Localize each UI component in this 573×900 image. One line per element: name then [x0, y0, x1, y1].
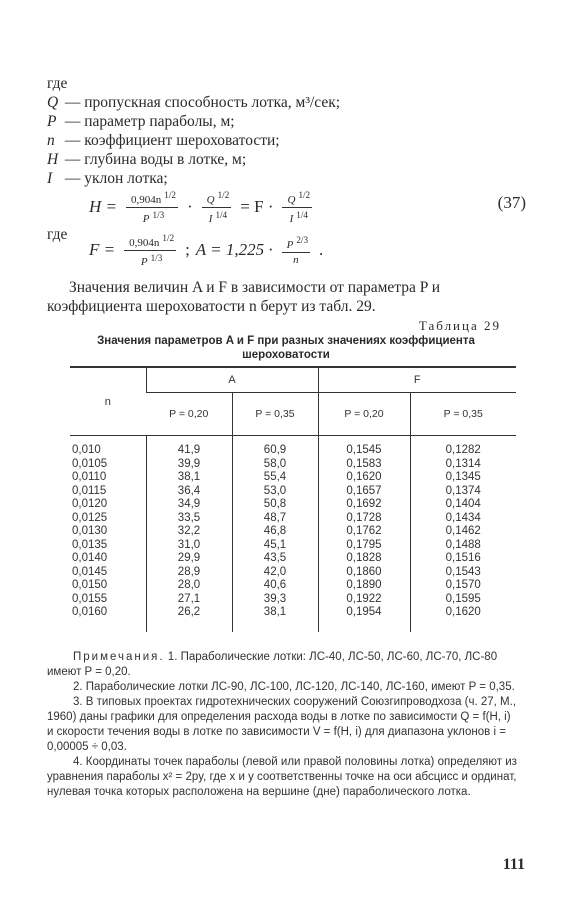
a-numerator-exp: 2/3 — [296, 235, 309, 246]
table-cell: 0,1404 — [410, 498, 516, 512]
table-row — [70, 471, 516, 485]
table-cell: 0,0150 — [72, 579, 108, 591]
f-denominator: P — [140, 256, 148, 269]
i-denominator-exp-2: 1/4 — [296, 209, 308, 220]
table-cell: 39,9 — [146, 458, 232, 472]
var-p: P — [47, 113, 57, 130]
table-cell: 0,0115 — [72, 484, 107, 497]
table-cell: 0,1657 — [318, 485, 410, 499]
table-cell: 50,8 — [232, 498, 318, 512]
table-cell: 0,0110 — [72, 471, 107, 483]
var-h: H — [47, 151, 59, 168]
coef-numerator: 0,904n — [131, 193, 162, 206]
table-cell: 0,0125 — [72, 511, 108, 524]
table-row — [70, 485, 516, 499]
table-row — [70, 579, 516, 593]
f-numerator-exp: 1/2 — [162, 232, 175, 243]
group-header-a: A — [146, 367, 318, 393]
table-cell: 27,1 — [146, 593, 232, 607]
table-cell: 0,1828 — [318, 552, 410, 566]
table-row — [70, 566, 516, 580]
table-cell: 0,0160 — [72, 606, 108, 618]
table-cell: 48,7 — [232, 512, 318, 526]
table-cell: 0,1795 — [318, 539, 410, 553]
sub-header: P = 0,35 — [232, 393, 318, 436]
where-label-2: где — [47, 226, 68, 243]
table-cell: 0,0135 — [72, 538, 108, 551]
table-cell: 0,0120 — [72, 498, 108, 510]
table-row — [70, 552, 516, 566]
formula-37-coef-fraction — [123, 188, 181, 226]
table-cell: 0,1762 — [318, 525, 410, 539]
table-cell: 0,1516 — [410, 552, 516, 566]
table-cell: 0,1462 — [410, 525, 516, 539]
var-n: n — [47, 132, 55, 149]
table-cell: 0,1570 — [410, 579, 516, 593]
table-cell: 34,9 — [146, 498, 232, 512]
table-cell: 0,1692 — [318, 498, 410, 512]
coef-denominator: P — [142, 213, 150, 226]
table-cell: 58,0 — [232, 458, 318, 472]
table-row — [70, 436, 516, 458]
group-header-f: F — [318, 367, 516, 393]
var-q: Q — [47, 94, 59, 111]
formula-end: . — [319, 240, 324, 259]
table-cell: 0,1488 — [410, 539, 516, 553]
table-row — [70, 593, 516, 607]
q-numerator-2: Q — [287, 193, 296, 206]
where-label: где — [47, 75, 68, 92]
table-cell: 0,1890 — [318, 579, 410, 593]
formula-a-lhs: A = 1,225 · — [195, 240, 273, 259]
q-numerator-exp: 1/2 — [217, 189, 230, 200]
table-cell: 32,2 — [146, 525, 232, 539]
formula-f-lhs: F = — [89, 240, 116, 259]
table-caption: Значения параметров A и F при разных значениях коэффициента шероховатости — [97, 335, 475, 361]
definition-q — [47, 93, 340, 112]
definition-n-text: — коэффициент шероховатости; — [64, 132, 280, 149]
note-1-text: 1. Параболические лотки: ЛС-40, ЛС-50, ЛС-60, ЛС-70, ЛС-80 имеют P = 0,20. — [47, 651, 498, 678]
table-body — [70, 436, 516, 632]
q-numerator: Q — [206, 193, 215, 206]
definition-i-text: — уклон лотка; — [64, 170, 168, 187]
table-cell: 28,0 — [146, 579, 232, 593]
definition-q-text: — пропускная способность лотка, м³/сек; — [64, 94, 341, 111]
table-cell: 0,0155 — [72, 592, 108, 605]
table-cell: 60,9 — [232, 436, 318, 458]
coef-numerator-exp: 1/2 — [164, 189, 176, 200]
coef-denominator-exp: 1/3 — [152, 209, 165, 220]
formula-37-dot: · — [186, 197, 193, 216]
table-row — [70, 525, 516, 539]
table-cell: 29,9 — [146, 552, 232, 566]
definition-h-text: — глубина воды в лотке, м; — [64, 151, 247, 168]
i-denominator: I — [208, 213, 213, 226]
sub-header: P = 0,20 — [318, 393, 410, 436]
f-numerator: 0,904n — [129, 236, 160, 249]
definition-h — [47, 150, 340, 169]
page-number: 111 — [502, 856, 525, 873]
table-cell: 28,9 — [146, 566, 232, 580]
table-cell: 0,0105 — [72, 457, 108, 470]
notes-title: Примечания. — [73, 651, 165, 663]
table-cell: 0,1434 — [410, 512, 516, 526]
table-cell: 39,3 — [232, 593, 318, 607]
table-cell: 0,1595 — [410, 593, 516, 607]
table-cell: 0,1620 — [410, 606, 516, 632]
table-cell: 0,1314 — [410, 458, 516, 472]
table-cell: 38,1 — [146, 471, 232, 485]
definition-p-text: — параметр параболы, м; — [64, 113, 235, 130]
var-i: I — [47, 170, 53, 187]
table-cell: 40,6 — [232, 579, 318, 593]
a-denominator: n — [293, 253, 299, 266]
q-numerator-exp-2: 1/2 — [298, 189, 311, 200]
table-cell: 41,9 — [146, 436, 232, 458]
table-row — [70, 512, 516, 526]
equation-number: (37) — [497, 193, 526, 212]
table-cell: 45,1 — [232, 539, 318, 553]
sub-header: P = 0,35 — [410, 393, 516, 436]
table-cell: 0,1545 — [318, 436, 410, 458]
table-cell: 0,1345 — [410, 471, 516, 485]
formula-37-q-fraction — [199, 188, 235, 226]
formula-37 — [86, 183, 526, 231]
formula-f-fraction — [121, 231, 179, 269]
sub-header: P = 0,20 — [146, 393, 232, 436]
table-row — [70, 458, 516, 472]
note-1 — [47, 650, 519, 680]
formula-37-eq-f: = F · — [240, 197, 274, 216]
formula-a-fraction — [279, 233, 313, 267]
table-cell: 0,1543 — [410, 566, 516, 580]
note-2: 2. Параболические лотки ЛС-90, ЛС-100, ЛС-120, ЛС-140, ЛС-160, имеют P = 0,35. — [73, 681, 515, 693]
data-table — [70, 366, 516, 632]
formula-separator: ; — [185, 240, 190, 259]
table-cell: 38,1 — [232, 606, 318, 632]
table-cell: 36,4 — [146, 485, 232, 499]
definition-p — [47, 112, 340, 131]
table-cell: 26,2 — [146, 606, 232, 632]
note-3: 3. В типовых проектах гидротехнических сооружений Союзгипроводхоза (ч. 27, М., 1960) даны графики для определения расхода воды в лотке по зависимости Q = f(H, i) и скорости течения воды в лотке по зависимости V = f(H, i) для диапазона уклонов i = 0,00005 ÷ 0,03. — [47, 696, 517, 753]
notes-block — [47, 650, 519, 800]
body-paragraph: Значения величин A и F в зависимости от параметра P и коэффициента шероховатости n берут из табл. 29. — [47, 279, 440, 315]
note-4: 4. Координаты точек параболы (левой или правой половины лотка) определяют из уравнения параболы x² = 2py, где x и y соответственны точке на оси абсцисс и ординат, нулевая точка которых расположена на вершине (дне) параболического лотка. — [47, 756, 517, 798]
column-header-n: n — [70, 367, 146, 436]
table-cell: 0,1954 — [318, 606, 410, 632]
i-denominator-exp: 1/4 — [215, 209, 228, 220]
table-cell: 0,010 — [72, 444, 101, 456]
formula-37-q-fraction-2 — [279, 188, 315, 226]
formula-37-lhs: H = — [89, 197, 117, 216]
i-denominator-2: I — [289, 213, 294, 226]
table-row — [70, 498, 516, 512]
table-cell: 33,5 — [146, 512, 232, 526]
table-cell: 42,0 — [232, 566, 318, 580]
table-cell: 0,1860 — [318, 566, 410, 580]
table-row — [70, 539, 516, 553]
table-cell: 0,1620 — [318, 471, 410, 485]
table-cell: 0,0145 — [72, 565, 108, 578]
f-denominator-exp: 1/3 — [150, 252, 163, 263]
table-label: Таблица 29 — [418, 318, 501, 333]
table-cell: 31,0 — [146, 539, 232, 553]
formula-f-a — [86, 230, 416, 270]
definition-n — [47, 131, 340, 150]
definitions-block — [47, 74, 340, 188]
table-cell: 0,1282 — [410, 436, 516, 458]
table-cell: 0,1922 — [318, 593, 410, 607]
table-cell: 0,0140 — [72, 552, 108, 564]
table-cell: 43,5 — [232, 552, 318, 566]
table-row — [70, 606, 516, 632]
table-cell: 46,8 — [232, 525, 318, 539]
a-numerator: P — [286, 238, 294, 251]
table-cell: 0,1374 — [410, 485, 516, 499]
table-cell: 0,1728 — [318, 512, 410, 526]
table-cell: 0,0130 — [72, 525, 108, 537]
table-cell: 55,4 — [232, 471, 318, 485]
table-cell: 53,0 — [232, 485, 318, 499]
table-cell: 0,1583 — [318, 458, 410, 472]
